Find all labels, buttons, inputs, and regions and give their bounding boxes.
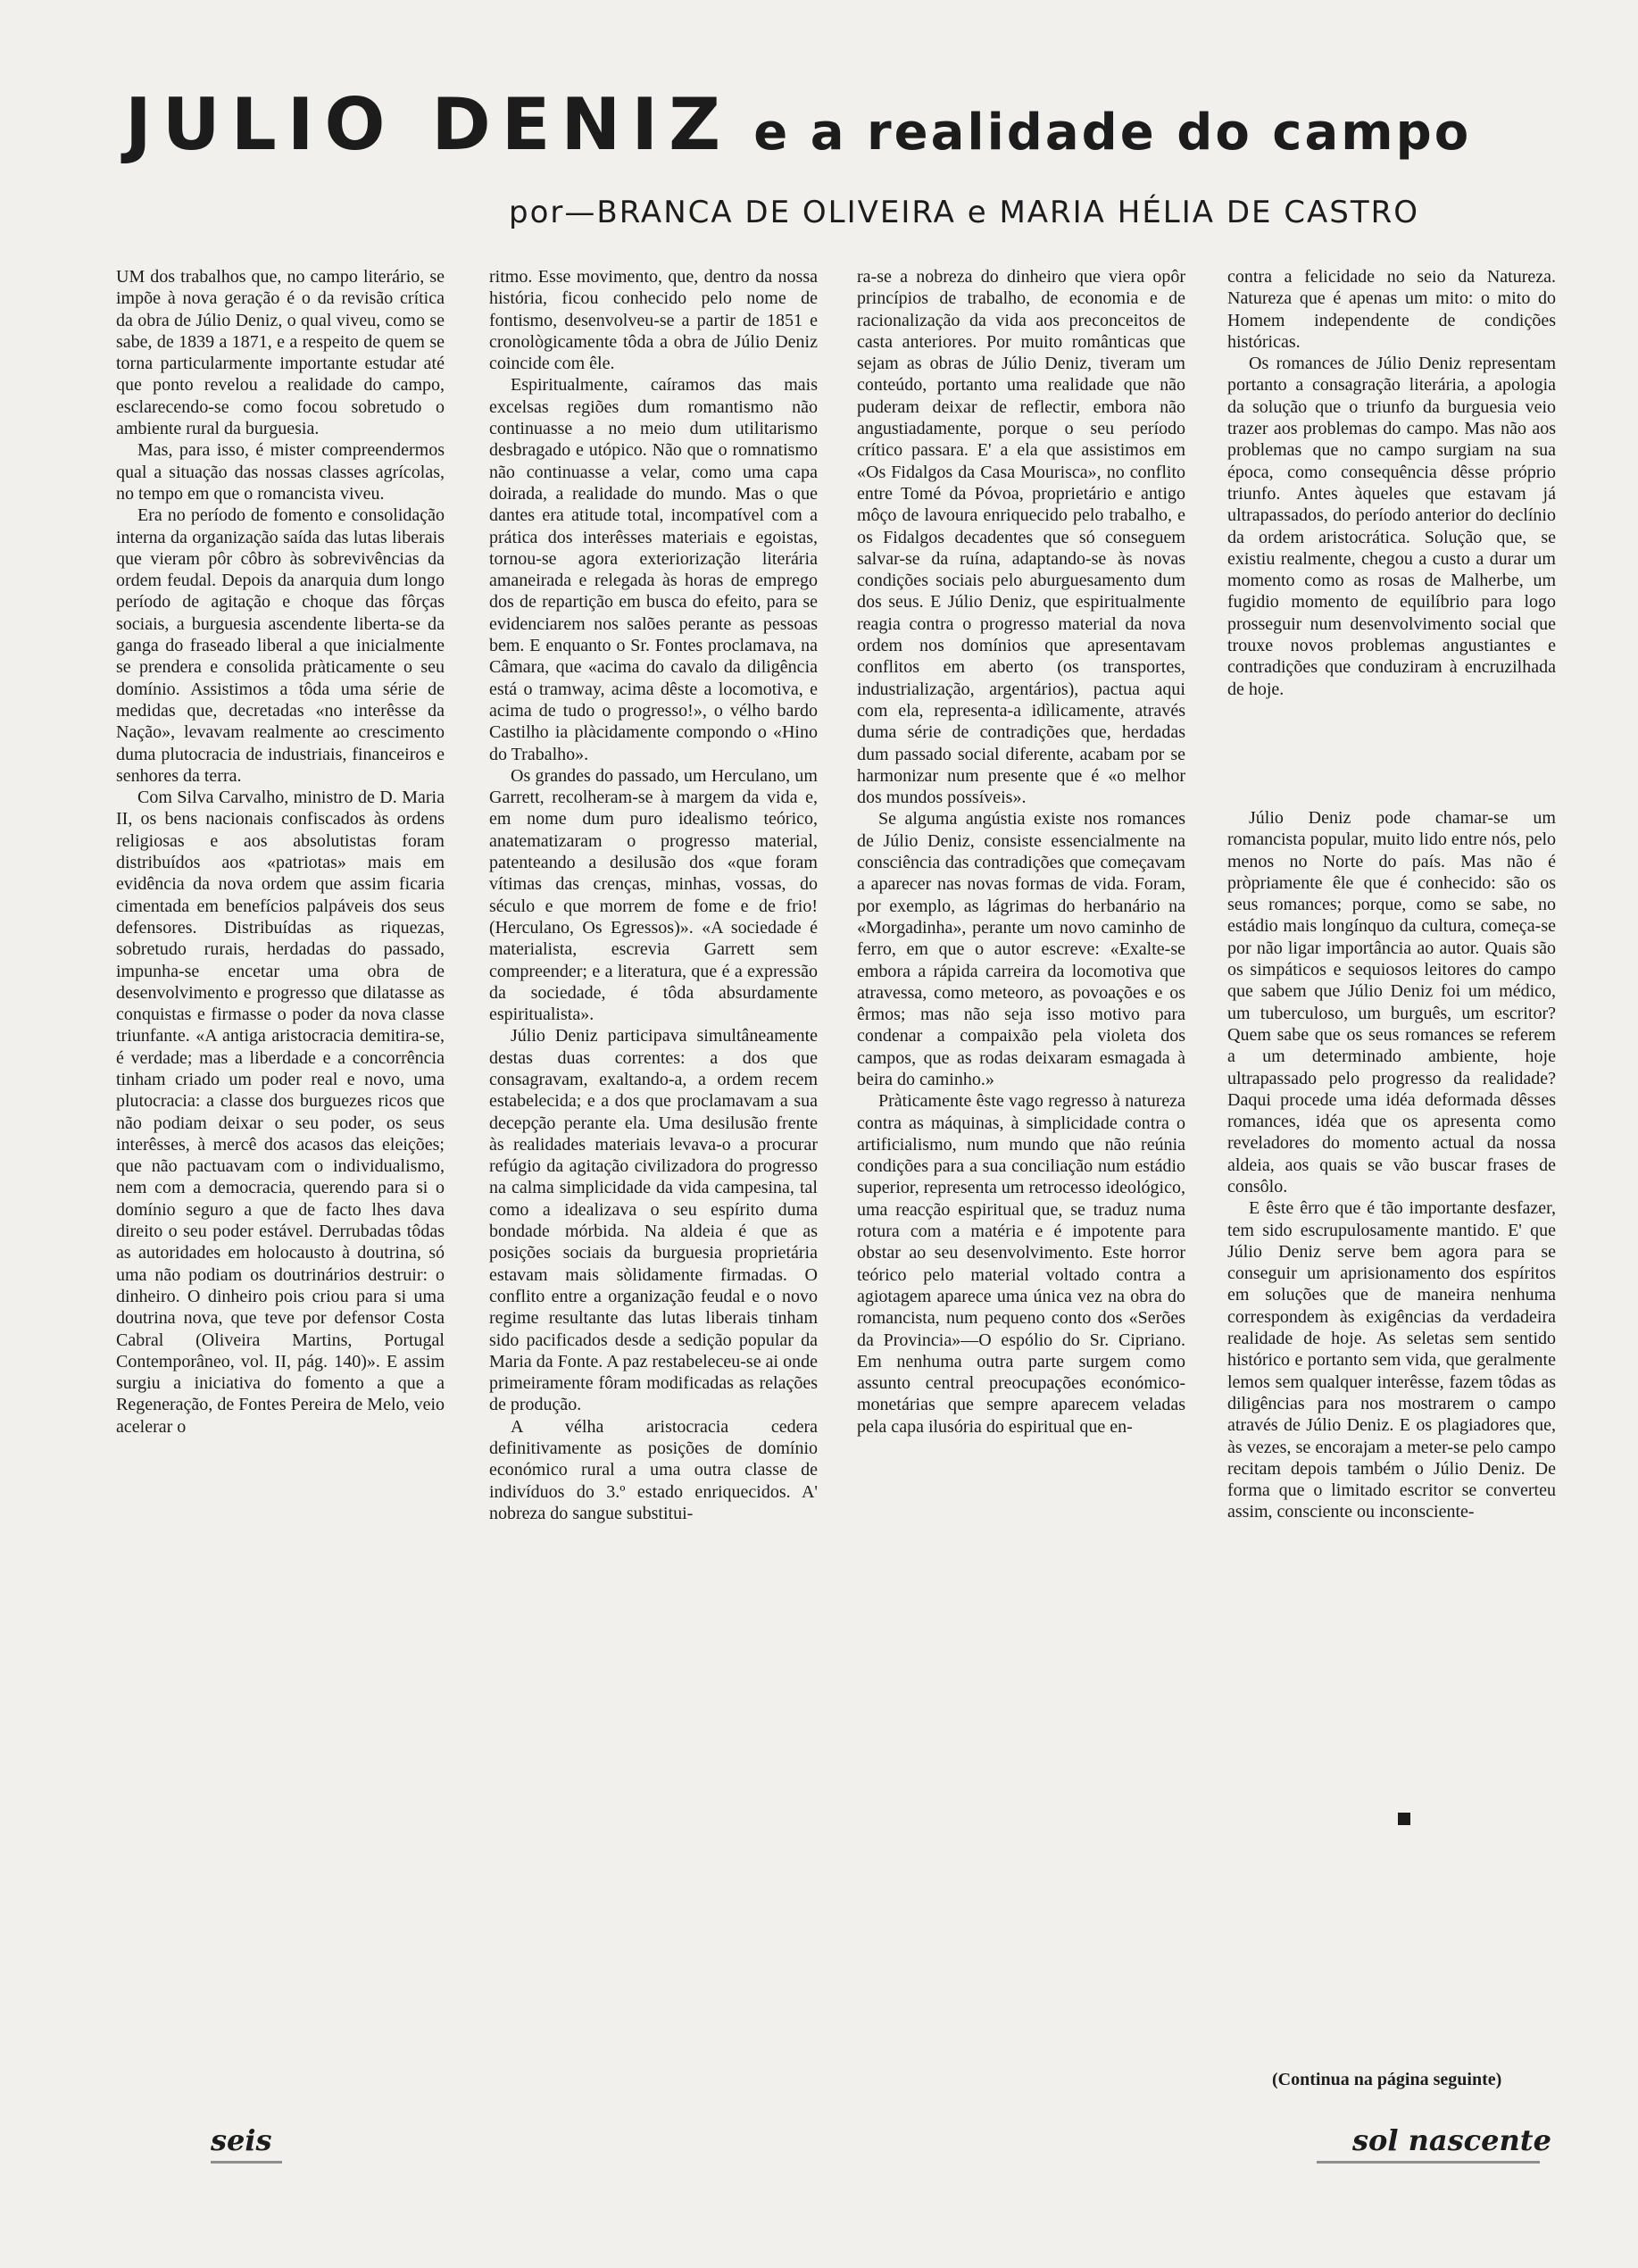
paragraph: Com Silva Carvalho, ministro de D. Maria II, os bens nacionais confiscados às ordens religiosas e aos absolutistas foram distribuídos aos «patriotas» mais em evidência da nova ordem que assim ficaria cimentada em benefícios palpáveis dos seus defensores. Distribuídas as riquezas, sobretudo rurais, herdadas do passado, impunha-se encetar uma obra de desenvolvimento e progresso que dilatasse as conquistas e firmasse o poder da nova classe triunfante. «A antiga aristocracia demitira-se, é verdade; mas a liberdade e a concorrência tinham criado um poder real e novo, uma plutocracia: a classe dos burguezes ricos que não podiam deixar o seu poder, os seus interêsses, à mercê dos acasos das eleições; que não pactuavam com o individualismo, nem com a democracia, querendo para si o domínio seguro a que de facto lhes dava direito o seu poder estável. Derrubadas tôdas as autoridades em holocausto à doutrina, só uma não podiam os doutrinários destruir: o dinheiro. O dinheiro pois criou para si uma doutrina nova, que teve por defensor Costa Cabral (Oliveira Martins, Portugal Contemporâneo, vol. II, pág. 140)». E assim surgiu a iniciativa do fomento a que a Regeneração, de Fontes Pereira de Melo, veio acelerar o: [116, 788, 445, 1437]
column-2: [489, 266, 818, 2070]
paragraph: Era no período de fomento e consolidação interna da organização saída das lutas liberais que vieram pôr côbro às sobrevivências da ordem feudal. Depois da anarquia dum longo período de agitação e choque das fôrças sociais, a burguesia ascendente liberta-se da ganga do fraseado liberal a que inicialmente se prendera e consolida pràticamente o seu domínio. Assistimos a tôda uma série de medidas que, decretadas «no interêsse da Nação», levavam realmente ao crescimento duma plutocracia de industriais, financeiros e senhores da terra.: [116, 505, 445, 786]
byline: por—BRANCA DE OLIVEIRA e MARIA HÉLIA DE CASTRO: [509, 195, 1420, 230]
magazine-name: sol nascente: [1352, 2123, 1551, 2157]
paragraph: Espiritualmente, caíramos das mais excelsas regiões dum romantismo não continuasse a no meio dum utilitarismo desbragado e utópico. Não que o romnatismo não continuasse a velar, como uma capa doirada, a realidade do mundo. Mas o que dantes era atitude total, incompatível com a prática dos interêsses materiais e egoistas, tornou-se agora exteriorização literária amaneirada e relegada às horas de emprego dos de repartição em busca do efeito, para se evidenciarem nos salões perante as pessoas bem. E enquanto o Sr. Fontes proclamava, na Câmara, que «acima do cavalo da diligência está o tramway, acima dêste a locomotiva, e acima de tudo o progresso!», o vélho bardo Castilho ia plàcidamente compondo o «Hino do Trabalho».: [489, 375, 818, 764]
title-name: JULIO DENIZ: [125, 83, 732, 166]
paragraph: A vélha aristocracia cedera definitivamente as posições de domínio económico rural a uma outra classe de indivíduos do 3.º estado enriquecidos. A' nobreza do sangue substitui-: [489, 1416, 818, 1523]
footer-rule-right: [1317, 2161, 1540, 2164]
paragraph: Júlio Deniz pode chamar-se um romancista popular, muito lido entre nós, pelo menos no Norte do país. Mas não é pròpriamente êle que é conhecido: são os seus romances; porque, como se sabe, no estádio mais longínquo da cultura, começa-se por não ligar importância ao autor. Quais são os simpáticos e sequiosos leitores do campo que sabem que Júlio Deniz foi um médico, um tuberculoso, um burguês, um escritor? Quem sabe que os seus romances se referem a um determinado ambiente, hoje ultrapassado pelo progresso da realidade? Daqui procede uma idéa deformada dêsses romances, idéa que os apresenta como reveladores do momento actual da nossa aldeia, aos quais se vão buscar frases de consôlo.: [1227, 807, 1556, 1197]
paragraph: Júlio Deniz participava simultâneamente destas duas correntes: a dos que consagravam, exaltando-a, a ordem recem estabelecida; e a dos que proclamavam a sua decepção perante ela. Uma desilusão frente às realidades materiais levava-o a procurar refúgio da agitação civilizadora do progresso na calma simplicidade da vida campesina, tal como a idealizava o seu espírito duma bondade mórbida. Na aldeia é que as posições sociais da burguesia proprietária estavam mais sòlidamente firmadas. O conflito entre a organização feudal e o novo regime resultante das lutas liberais tinham sido pacificados desde a sedição popular da Maria da Fonte. A paz restabeleceu-se ai onde primeiramente fôram modificadas as relações de produção.: [489, 1026, 818, 1415]
paragraph: Pràticamente êste vago regresso à natureza contra as máquinas, à simplicidade contra o artificialismo, num mundo que não reúnia condições para a sua conciliação num estádio superior, representa um retrocesso ideológico, uma reacção espiritual que, se traduz numa rotura com a matéria e é impotente para obstar ao seu desenvolvimento. Este horror teórico pelo material voltado contra a agiotagem aparece uma única vez na obra do romancista, num pequeno conto dos «Serões da Provincia»—O espólio do Sr. Cipriano. Em nenhuma outra parte surgem como assunto central preocupações económico-monetárias que sempre aparecem veladas pela capa ilusória do espiritual que en-: [857, 1091, 1185, 1437]
paragraph: UM dos trabalhos que, no campo literário, se impõe à nova geração é o da revisão crítica da obra de Júlio Deniz, o qual viveu, como se sabe, de 1839 a 1871, e a respeito de quem se torna particularmente importante estudar até que ponto revelou a realidade do campo, esclarecendo-se como focou sobretudo o ambiente rural da burguesia.: [116, 267, 445, 439]
paragraph: contra a felicidade no seio da Natureza. Natureza que é apenas um mito: o mito do Homem independente de condições históricas.: [1227, 267, 1556, 352]
column-3: [857, 266, 1185, 2070]
paragraph: ra-se a nobreza do dinheiro que viera opôr princípios de trabalho, de economia e de racionalização da vida aos preconceitos de casta anteriores. Por muito românticas que sejam as obras de Júlio Deniz, tiveram um conteúdo, portanto uma realidade que não puderam deixar de reflectir, embora não angustiadamente, porque o seu período crítico passara. E' a ela que assistimos em «Os Fidalgos da Casa Mourisca», no conflito entre Tomé da Póvoa, proprietário e antigo môço de lavoura enriquecido pelo trabalho, e os Fidalgos decadentes que só conseguem salvar-se da ruína, adaptando-se às novas condições sociais pelo aburguesamento dum dos seus. E Júlio Deniz, que espiritualmente reagia contra o progresso material da nova ordem nos domínios que apresentavam conflitos em aberto (os transportes, industrialização, argentários), pactua aqui com ela, representa-a idìlicamente, através duma série de contradições que, herdadas dum passado social diferente, acabam por se harmonizar num presente que é «o melhor dos mundos possíveis».: [857, 267, 1185, 808]
continued-note: (Continua na página seguinte): [1272, 2070, 1502, 2089]
article-title: [125, 83, 1589, 166]
title-rest: e a realidade do campo: [753, 104, 1472, 162]
paragraph: Se alguma angústia existe nos romances de Júlio Deniz, consiste essencialmente na consciência das contradições que começavam a aparecer nas novas formas de vida. Foram, por exemplo, as lágrimas do herbanário na «Morgadinha», perante um novo caminho de ferro, em que o autor escreve: «Exalte-se embora a rápida carreira da locomotiva que atravessa, como meteoro, as povoações e os êrmos; mas não seja isso motivo para condenar a compaixão pela violeta dos campos, que as rodas deixaram esmagada à beira do caminho.»: [857, 809, 1185, 1089]
paragraph: Mas, para isso, é mister compreendermos qual a situação das nossas classes agrícolas, no tempo em que o romancista viveu.: [116, 440, 445, 504]
column-1: [116, 266, 445, 2070]
paragraph: ritmo. Esse movimento, que, dentro da nossa história, ficou conhecido pelo nome de fontismo, desenvolveu-se a partir de 1851 e cronològicamente tôda a obra de Júlio Deniz coincide com êle.: [489, 267, 818, 374]
paragraph: Os grandes do passado, um Herculano, um Garrett, recolheram-se à margem da vida e, em nome dum puro idealismo teórico, anatematizaram o progresso material, patenteando a desilusão dos «que foram vítimas das crenças, minhas, vossas, do século e que morrem de fome e de frio! (Herculano, Os Egressos)». «A sociedade é materialista, escrevia Garrett sem compreender; e a literatura, que é a expressão da sociedade, é tôda absurdamente espiritualista».: [489, 765, 818, 1025]
page-number: seis: [211, 2123, 272, 2157]
column-4: [1227, 266, 1556, 1784]
paragraph: E êste êrro que é tão importante desfazer, tem sido escrupulosamente mantido. E' que Júlio Deniz serve bem agora para se conseguir um aprisionamento dos espíritos em soluções que de maneira nenhuma correspondem às exigências da verdadeira realidade de hoje. As seletas sem sentido histórico e portanto sem vida, que geralmente lemos sem qualquer interêsse, fazem tôdas as diligências para nos mostrarem o campo através de Júlio Deniz. E os plagiadores que, às vezes, se encorajam a meter-se pelo campo recitam depois também o Júlio Deniz. De forma que o limitado escritor se converteu assim, consciente ou inconsciente-: [1227, 1198, 1556, 1522]
section-spacer: [1227, 700, 1556, 807]
section-break-square-icon: [1398, 1813, 1410, 1825]
paragraph: Os romances de Júlio Deniz representam portanto a consagração literária, a apologia da solução que o triunfo da burguesia veio trazer aos problemas do campo. Mas não aos problemas que no campo surgiam na sua época, como consequência dêsse próprio triunfo. Antes àqueles que estavam já ultrapassados, do período anterior do declínio da ordem aristocrática. Solução que, se existiu realmente, chegou a custo a durar um momento como as rosas de Malherbe, um fugidio momento de equilíbrio para logo prosseguir num desenvolvimento social que trouxe novos problemas angustiantes e contradições que conduziram à encruzilhada de hoje.: [1227, 354, 1556, 699]
footer-rule-left: [211, 2161, 282, 2164]
